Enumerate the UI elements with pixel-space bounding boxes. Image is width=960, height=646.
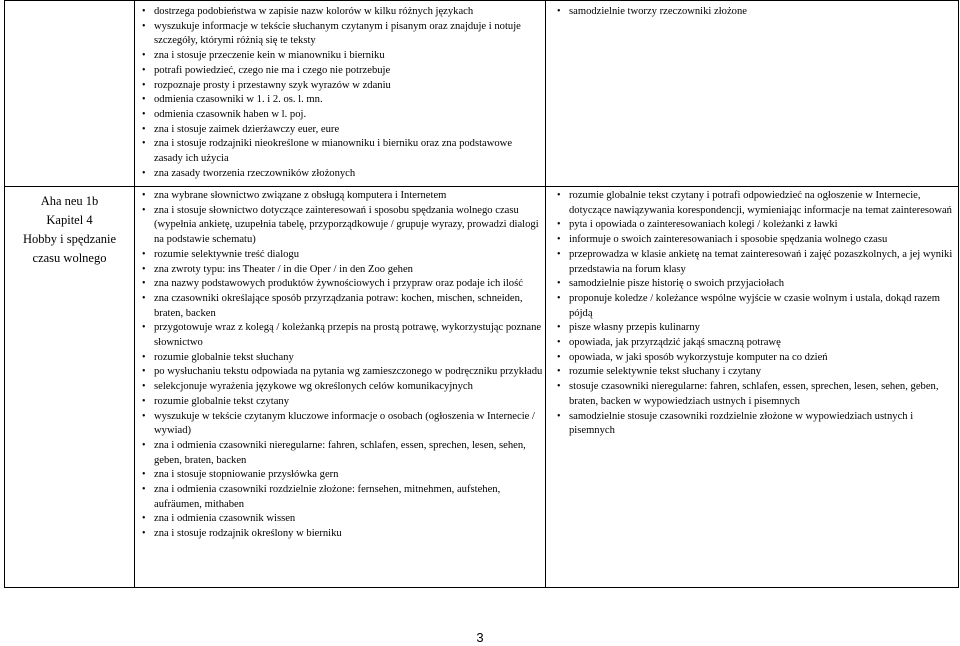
unit-cell xyxy=(5,187,135,588)
table-row xyxy=(5,187,959,588)
knowledge-item: • zna czasowniki określające sposób przyrządzania potraw: kochen, mischen, schneiden, braten, backen xyxy=(137,292,545,321)
knowledge-list xyxy=(135,1,545,181)
unit-title-line: Hobby i spędzanie xyxy=(22,232,117,246)
knowledge-item: • zna i odmienia czasownik wissen xyxy=(137,512,545,527)
knowledge-item: • zna i odmienia czasowniki rozdzielnie złożone: fernsehen, mitnehmen, aufstehen, aufräumen, mithaben xyxy=(137,483,545,512)
knowledge-cell xyxy=(135,1,546,187)
unit-title-line: czasu wolnego xyxy=(32,251,107,265)
knowledge-item: • zna i stosuje słownictwo dotyczące zainteresowań i sposobu spędzania wolnego czasu (wypełnia ankietę, uzupełnia tabelę, przyporządkowuje / grupuje wyrazy, prowadzi dialogi na podstawie schematu) xyxy=(137,204,545,248)
skills-item: • przeprowadza w klasie ankietę na temat zainteresowań i zajęć pozaszkolnych, a jej wyniki przedstawia na forum klasy xyxy=(552,248,958,277)
knowledge-item: • zna zasady tworzenia rzeczowników złożonych xyxy=(137,167,545,182)
skills-cell xyxy=(546,187,959,588)
unit-title-line: Kapitel 4 xyxy=(46,213,93,227)
skills-item: • pyta i opowiada o zainteresowaniach kolegi / koleżanki z ławki xyxy=(552,218,958,233)
knowledge-item: • zna zwroty typu: ins Theater / in die Oper / in den Zoo gehen xyxy=(137,263,545,278)
skills-item: • samodzielnie stosuje czasowniki rozdzielnie złożone w wypowiedziach ustnych i pisemnych xyxy=(552,410,958,439)
skills-item: • opowiada, jak przyrządzić jakąś smaczną potrawę xyxy=(552,336,958,351)
skills-item: • rozumie globalnie tekst czytany i potrafi odpowiedzieć na ogłoszenie w Internecie, dotyczące nawiązywania korespondencji, wymieniając informacje na temat zainteresowań xyxy=(552,189,958,218)
knowledge-item: • zna nazwy podstawowych produktów żywnościowych i przypraw oraz podaje ich ilość xyxy=(137,277,545,292)
skills-cell xyxy=(546,1,959,187)
knowledge-item: • rozumie globalnie tekst czytany xyxy=(137,395,545,410)
table-row xyxy=(5,1,959,187)
knowledge-item: • dostrzega podobieństwa w zapisie nazw kolorów w kilku różnych językach xyxy=(137,5,545,20)
knowledge-item: • zna i stosuje rodzajnik określony w bierniku xyxy=(137,527,545,542)
skills-list xyxy=(546,1,958,20)
knowledge-item: • rozumie selektywnie treść dialogu xyxy=(137,248,545,263)
skills-item: • stosuje czasowniki nieregularne: fahren, schlafen, essen, sprechen, lesen, sehen, geben, braten, backen w wypowiedziach ustnych i pisemnych xyxy=(552,380,958,409)
knowledge-list xyxy=(135,187,545,542)
skills-item: • opowiada, w jaki sposób wykorzystuje komputer na co dzień xyxy=(552,351,958,366)
knowledge-item: • wyszukuje informacje w tekście słuchanym czytanym i pisanym oraz znajduje i notuje szczegóły, którymi różnią się te teksty xyxy=(137,20,545,49)
knowledge-cell xyxy=(135,187,546,588)
skills-item: • proponuje koledze / koleżance wspólne wyjście w czasie wolnym i ustala, dokąd razem pójdą xyxy=(552,292,958,321)
knowledge-item: • po wysłuchaniu tekstu odpowiada na pytania wg zamieszczonego w podręczniku przykładu xyxy=(137,365,545,380)
knowledge-item: • zna i odmienia czasowniki nieregularne: fahren, schlafen, essen, sprechen, lesen, sehen, geben, braten, backen xyxy=(137,439,545,468)
knowledge-item: • odmienia czasownik haben w l. poj. xyxy=(137,108,545,123)
knowledge-item: • zna i stosuje przeczenie kein w mianowniku i bierniku xyxy=(137,49,545,64)
unit-title-line: Aha neu 1b xyxy=(40,194,99,208)
skills-item: • pisze własny przepis kulinarny xyxy=(552,321,958,336)
skills-list xyxy=(546,187,958,439)
unit-cell xyxy=(5,1,135,187)
skills-item: • samodzielnie pisze historię o swoich przyjaciołach xyxy=(552,277,958,292)
knowledge-item: • zna wybrane słownictwo związane z obsługą komputera i Internetem xyxy=(137,189,545,204)
knowledge-item: • zna i stosuje stopniowanie przysłówka gern xyxy=(137,468,545,483)
knowledge-item: • zna i stosuje rodzajniki nieokreślone w mianowniku i bierniku oraz zna podstawowe zasady ich użycia xyxy=(137,137,545,166)
knowledge-item: • wyszukuje w tekście czytanym kluczowe informacje o osobach (ogłoszenia w Internecie / wywiad) xyxy=(137,410,545,439)
knowledge-item: • odmienia czasowniki w 1. i 2. os. l. mn. xyxy=(137,93,545,108)
skills-item: • informuje o swoich zainteresowaniach i sposobie spędzania wolnego czasu xyxy=(552,233,958,248)
skills-item: • samodzielnie tworzy rzeczowniki złożone xyxy=(552,5,958,20)
knowledge-item: • potrafi powiedzieć, czego nie ma i czego nie potrzebuje xyxy=(137,64,545,79)
page-number: 3 xyxy=(476,630,484,645)
knowledge-item: • przygotowuje wraz z kolegą / koleżanką przepis na prostą potrawę, wykorzystując poznane słownictwo xyxy=(137,321,545,350)
knowledge-item: • rozumie globalnie tekst słuchany xyxy=(137,351,545,366)
knowledge-item: • zna i stosuje zaimek dzierżawczy euer, eure xyxy=(137,123,545,138)
knowledge-item: • rozpoznaje prosty i przestawny szyk wyrazów w zdaniu xyxy=(137,79,545,94)
knowledge-item: • selekcjonuje wyrażenia językowe wg określonych celów komunikacyjnych xyxy=(137,380,545,395)
skills-item: • rozumie selektywnie tekst słuchany i czytany xyxy=(552,365,958,380)
curriculum-table xyxy=(4,0,959,588)
